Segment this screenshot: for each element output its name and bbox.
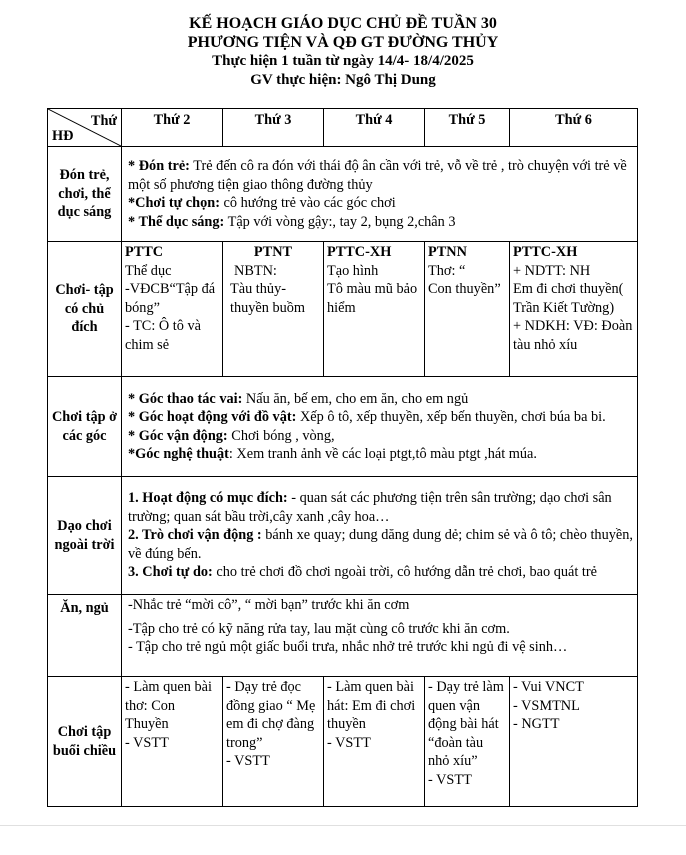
label-goc-thao-tac-vai: * Góc thao tác vai: [128, 390, 243, 407]
afternoon-cell [324, 677, 425, 807]
corner-label-activity: HĐ [52, 127, 74, 144]
text-goc-nghe-thuat: : Xem tranh ảnh về các loại ptgt,tô màu ptgt ,hát múa. [228, 446, 537, 462]
text-choi-tu-chon: cô hướng trẻ vào các góc chơi [219, 195, 396, 211]
row-dao-choi [48, 477, 638, 595]
text-don-tre: Trẻ đến cô ra đón với thái độ ân cần với trẻ, vỗ về trẻ , trò chuyện với trẻ về một số phương tiện giao thông đường thủy [128, 158, 627, 193]
plan-subtitle: PHƯƠNG TIỆN VÀ QĐ GT ĐƯỜNG THỦY [187, 34, 499, 51]
afternoon-cell [510, 677, 638, 807]
row-choi-o-goc [48, 377, 638, 477]
row-label: Ăn, ngủ [48, 595, 122, 677]
activity-line: Tạo hình [327, 262, 379, 279]
activity-line: - TC: Ô tô và chim sẻ [125, 318, 201, 353]
choi-o-goc-content [122, 377, 638, 477]
row-choi-tap-co-chu-dich [48, 242, 638, 377]
afternoon-cell [425, 677, 510, 807]
text-goc-van-dong: Chơi bóng , vòng, [227, 427, 335, 444]
text-goc-do-vat: Xếp ô tô, xếp thuyền, xếp bến thuyền, chơi búa ba bi. [296, 409, 606, 425]
afternoon-line: - VSTT [125, 734, 169, 751]
afternoon-line: - Dạy trẻ làm quen vận động bài hát “đoàn tàu nhỏ xíu” [428, 679, 504, 769]
activity-title: PTNT [253, 244, 293, 260]
text-tro-choi-van-dong: bánh xe quay; dung dăng dung dẻ; chim sẻ và ô tô; chèo thuyền, về đúng bến. [128, 527, 633, 562]
activity-cell [122, 242, 223, 377]
activity-title: PTNN [428, 244, 467, 260]
activity-line: + NDTT: NH [513, 262, 591, 279]
plan-teacher: GV thực hiện: Ngô Thị Dung [250, 72, 436, 88]
activity-line: Thơ: “ [428, 262, 466, 279]
row-label: Đón trẻ, chơi, thể dục sáng [48, 147, 122, 242]
dao-choi-content [122, 477, 638, 595]
page-edge-divider [0, 825, 686, 826]
label-hoat-dong-muc-dich: 1. Hoạt động có mục đích: [128, 490, 288, 507]
label-goc-van-dong: * Góc vận động: [128, 427, 228, 444]
an-ngu-content [122, 595, 638, 677]
activity-line: + NDKH: VĐ: Đoàn tàu nhỏ xíu [513, 318, 633, 353]
day-header: Thứ 5 [425, 109, 510, 147]
label-choi-tu-do: 3. Chơi tự do: [128, 564, 213, 581]
afternoon-line: - Dạy trẻ đọc đồng giao “ Mẹ em đi chợ đàng trong” [226, 679, 316, 751]
day-header: Thứ 3 [223, 109, 324, 147]
activity-cell [425, 242, 510, 377]
activity-line: -VĐCB“Tập đá bóng” [125, 281, 216, 316]
day-header: Thứ 6 [510, 109, 638, 147]
row-choi-chieu [48, 677, 638, 807]
label-goc-do-vat: * Góc hoạt động với đồ vật: [128, 409, 297, 425]
activity-cell [324, 242, 425, 377]
table-header-row [48, 109, 638, 147]
label-don-tre: * Đón trẻ: [128, 158, 190, 174]
corner-label-day: Thứ [90, 113, 117, 129]
plan-period: Thực hiện 1 tuần từ ngày 14/4- 18/4/2025 [212, 53, 474, 69]
row-an-ngu [48, 595, 638, 677]
afternoon-cell [223, 677, 324, 807]
activity-line: Thể dục [125, 262, 172, 279]
lesson-plan-table [47, 108, 638, 807]
activity-line: Em đi chơi thuyền( Trần Kiết Tường) [513, 281, 624, 316]
an-ngu-line: -Nhắc trẻ “mời cô”, “ mời bạn” trước khi ăn cơm [128, 597, 410, 613]
activity-line: Tô màu mũ bảo hiểm [327, 281, 418, 316]
afternoon-line: - Làm quen bài hát: Em đi chơi thuyền [327, 679, 416, 732]
afternoon-line: - NGTT [513, 716, 560, 732]
plan-title: KẾ HOẠCH GIÁO DỤC CHỦ ĐỀ TUẦN 30 [189, 15, 497, 32]
afternoon-line: - VSTT [428, 771, 472, 788]
row-label: Chơi tập ở các góc [48, 377, 122, 477]
day-header: Thứ 2 [122, 109, 223, 147]
an-ngu-line: -Tập cho trẻ có kỹ năng rửa tay, lau mặt cùng cô trước khi ăn cơm. [128, 620, 510, 637]
label-tro-choi-van-dong: 2. Trò chơi vận động : [128, 527, 262, 544]
activity-title: PTTC [125, 244, 164, 260]
afternoon-line: - Làm quen bài thơ: Con Thuyền [125, 679, 212, 732]
activity-line: Tàu thủy- thuyền buồm [230, 281, 306, 316]
text-hoat-dong-muc-dich: - quan sát các phương tiện trên sân trường; dạo chơi sân trường; quan sát bầu trời,cây xanh ,cây hoa… [128, 490, 612, 525]
label-choi-tu-chon: *Chơi tự chọn: [128, 195, 220, 211]
don-tre-content [122, 147, 638, 242]
activity-cell [223, 242, 324, 377]
activity-line: Con thuyền” [428, 281, 501, 297]
row-label: Dạo chơi ngoài trời [48, 477, 122, 595]
text-choi-tu-do: cho trẻ chơi đồ chơi ngoài trời, cô hướng dẫn trẻ chơi, bao quát trẻ [212, 564, 598, 581]
activity-cell [510, 242, 638, 377]
afternoon-line: - VSTT [226, 753, 270, 769]
afternoon-cell [122, 677, 223, 807]
document-header [0, 14, 686, 90]
text-goc-thao-tac-vai: Nấu ăn, bế em, cho em ăn, cho em ngủ [242, 390, 469, 407]
afternoon-line: - VSMTNL [513, 697, 580, 714]
label-the-duc-sang: * Thể dục sáng: [128, 213, 225, 230]
label-goc-nghe-thuat: *Góc nghệ thuật [128, 446, 229, 462]
activity-line: NBTN: [234, 262, 277, 279]
corner-cell [48, 109, 122, 147]
row-don-tre [48, 147, 638, 242]
afternoon-line: - Vui VNCT [513, 679, 584, 695]
row-label: Chơi- tập có chủ đích [48, 242, 122, 377]
row-label: Chơi tập buổi chiều [48, 677, 122, 807]
text-the-duc-sang: Tập với vòng gậy:, tay 2, bụng 2,chân 3 [224, 213, 456, 230]
activity-title: PTTC-XH [327, 244, 392, 260]
afternoon-line: - VSTT [327, 734, 371, 751]
day-header: Thứ 4 [324, 109, 425, 147]
activity-title: PTTC-XH [513, 244, 578, 260]
an-ngu-line: - Tập cho trẻ ngủ một giấc buổi trưa, nhắc nhở trẻ trước khi ngủ đi vệ sinh… [128, 639, 568, 655]
